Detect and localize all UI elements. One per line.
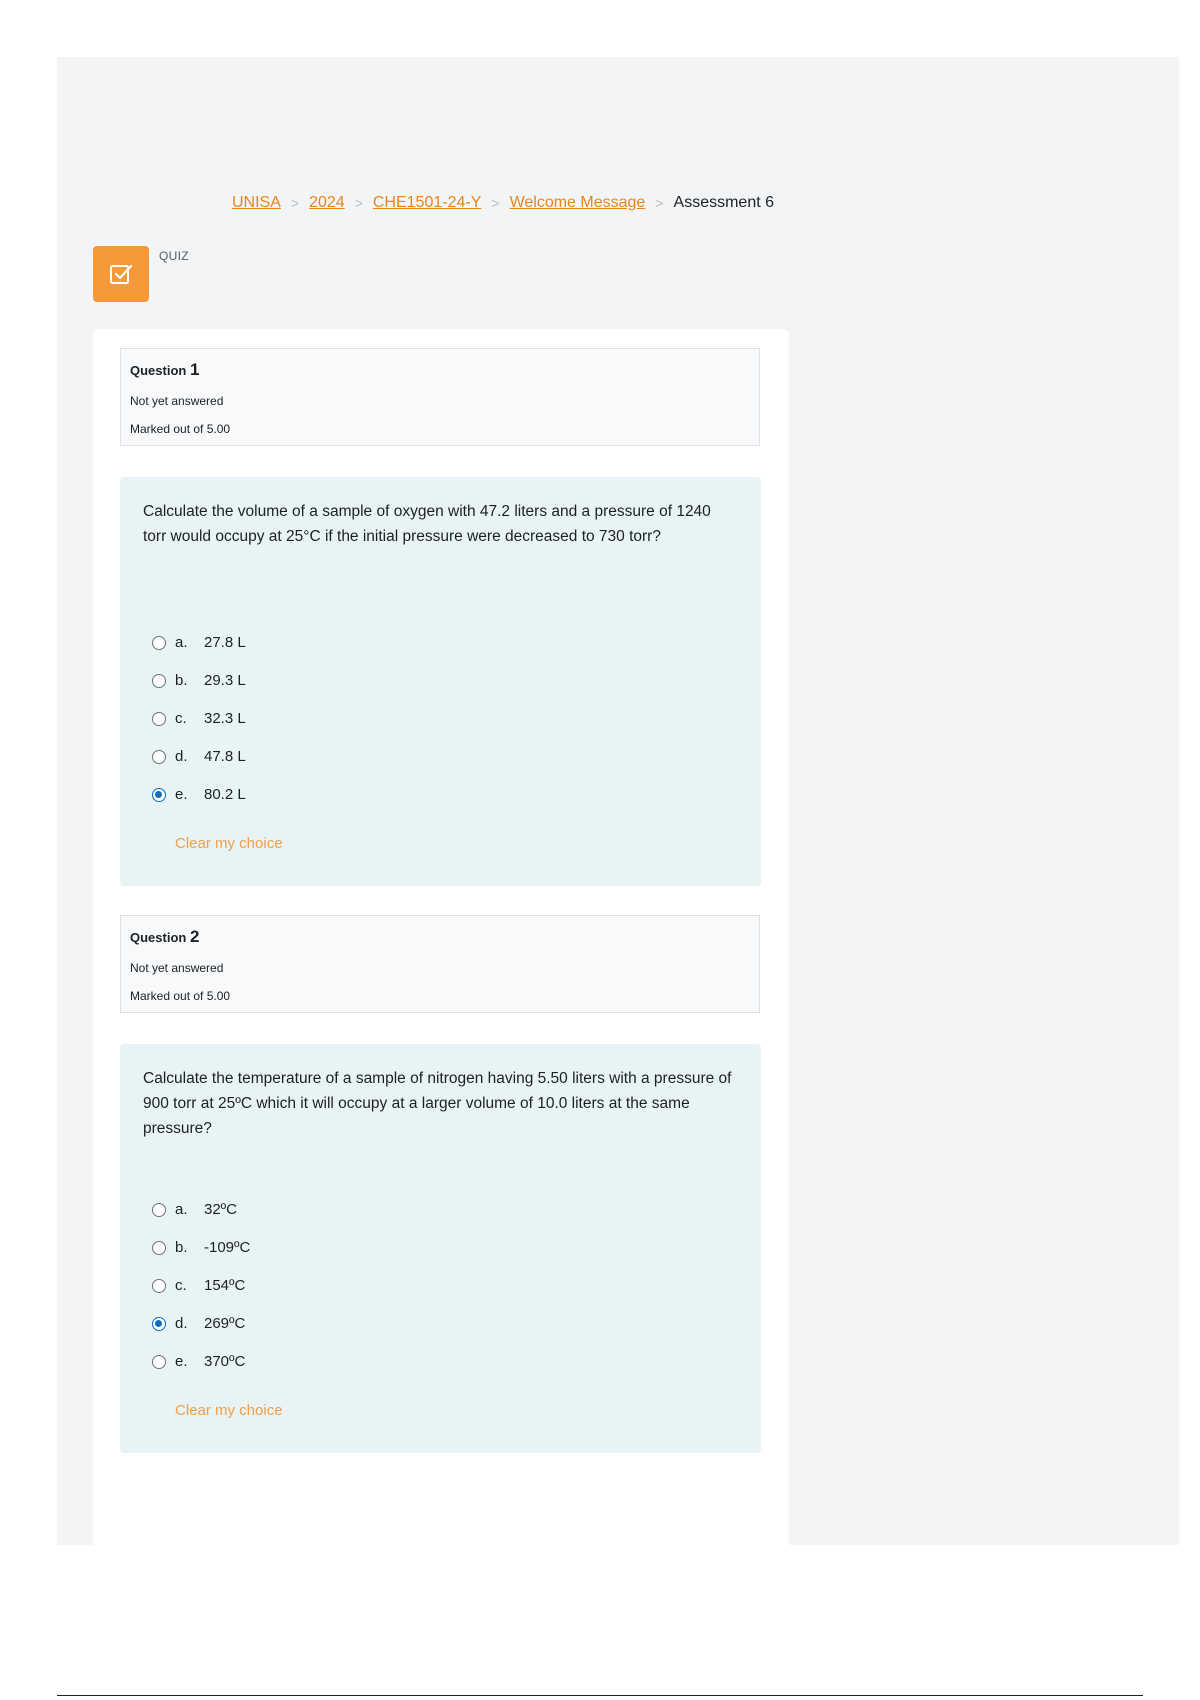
question-text: Calculate the temperature of a sample of nitrogen having 5.50 liters with a pressure of 900 torr at 25ºC which it will occupy at a larger volume of 10.0 liters at the same pressure? [143, 1070, 732, 1137]
radio-button[interactable] [152, 674, 166, 688]
question-text: Calculate the volume of a sample of oxygen with 47.2 liters and a pressure of 1240 torr would occupy at 25°C if the initial pressure were decreased to 730 torr? [143, 503, 711, 545]
chevron-right-icon: > [354, 195, 363, 211]
radio-button[interactable] [152, 636, 166, 650]
question-status: Not yet answered [130, 394, 224, 408]
radio-button[interactable] [152, 750, 166, 764]
radio-button-selected[interactable] [152, 788, 166, 802]
answer-option-b[interactable]: b. 29.3 L [152, 672, 246, 689]
question-info-1 [120, 348, 760, 446]
breadcrumb-item-year[interactable]: 2024 [309, 194, 345, 211]
breadcrumb-item-course[interactable]: CHE1501-24-Y [372, 194, 482, 211]
question-panel-2 [120, 1044, 761, 1453]
breadcrumb-item-unisa[interactable]: UNISA [232, 194, 281, 211]
activity-type-label: QUIZ [159, 249, 189, 263]
chevron-right-icon: > [491, 195, 500, 211]
radio-button[interactable] [152, 1279, 166, 1293]
answer-option-d[interactable]: d. 269ºC [152, 1315, 245, 1332]
chevron-right-icon: > [290, 195, 300, 211]
question-number: 1 [189, 360, 200, 379]
answer-option-b[interactable]: b. -109ºC [152, 1239, 250, 1256]
radio-button[interactable] [152, 1241, 166, 1255]
answer-option-a[interactable]: a. 32ºC [152, 1201, 237, 1218]
question-panel-1 [120, 477, 761, 886]
breadcrumb-current: Assessment 6 [673, 194, 774, 211]
question-marks: Marked out of 5.00 [130, 422, 231, 436]
chevron-right-icon: > [655, 195, 664, 211]
question-marks: Marked out of 5.00 [130, 989, 231, 1003]
answer-option-c[interactable]: c. 32.3 L [152, 710, 246, 727]
answer-option-d[interactable]: d. 47.8 L [152, 748, 246, 765]
quiz-checkbox-icon [93, 246, 149, 302]
breadcrumb [232, 194, 774, 212]
radio-button-selected[interactable] [152, 1317, 166, 1331]
answer-option-e[interactable]: e. 370ºC [152, 1353, 245, 1370]
question-label: Question [130, 930, 187, 945]
radio-button[interactable] [152, 712, 166, 726]
question-info-2 [120, 915, 760, 1013]
answer-option-c[interactable]: c. 154ºC [152, 1277, 245, 1294]
question-number: 2 [189, 927, 200, 946]
radio-button[interactable] [152, 1203, 166, 1217]
radio-button[interactable] [152, 1355, 166, 1369]
divider [57, 1695, 1143, 1696]
breadcrumb-item-welcome[interactable]: Welcome Message [509, 194, 646, 211]
question-status: Not yet answered [130, 961, 224, 975]
clear-choice-link[interactable]: Clear my choice [175, 1402, 283, 1419]
answer-option-a[interactable]: a. 27.8 L [152, 634, 246, 651]
question-label: Question [130, 363, 187, 378]
answer-option-e[interactable]: e. 80.2 L [152, 786, 246, 803]
clear-choice-link[interactable]: Clear my choice [175, 835, 283, 852]
